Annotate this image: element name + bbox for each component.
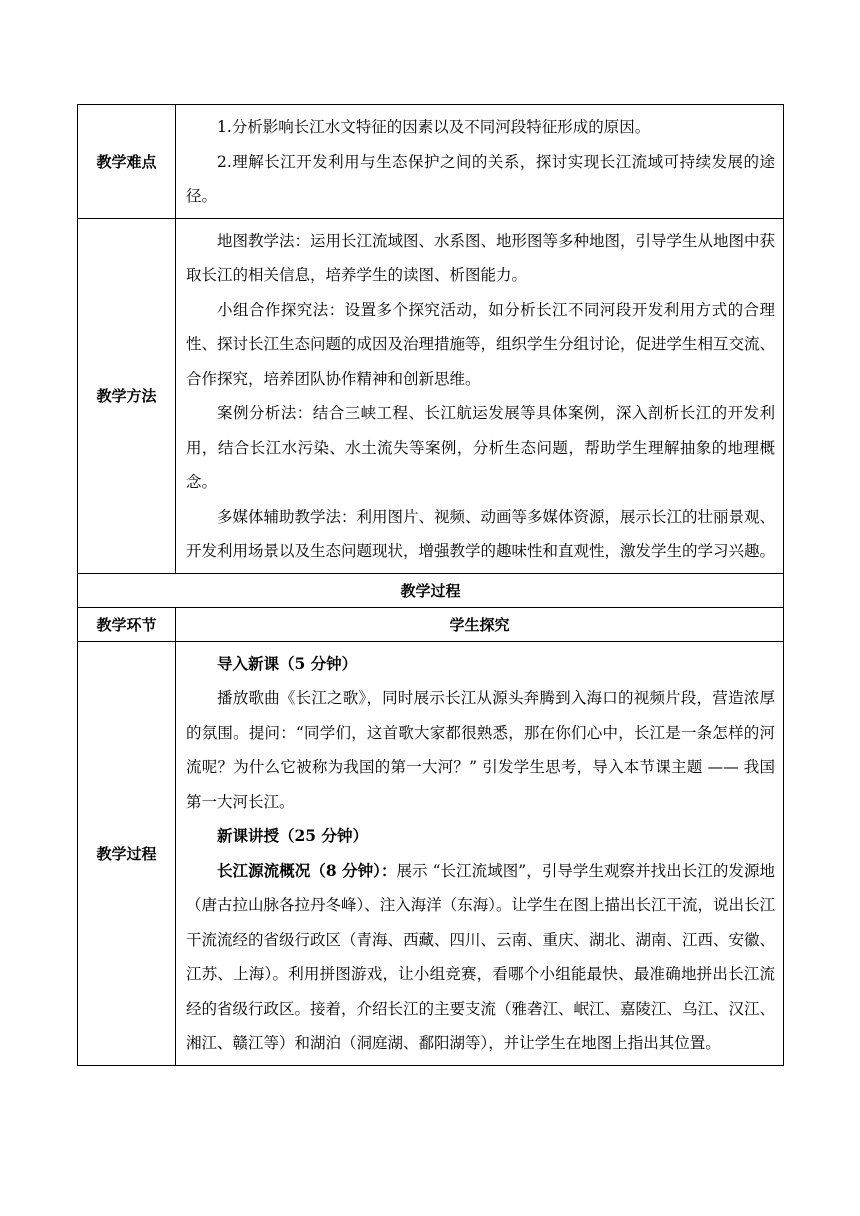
process-label: 教学过程 [78, 641, 176, 1065]
process-content [176, 641, 784, 1065]
method-case: 案例分析法：结合三峡工程、长江航运发展等具体案例，深入剖析长江的开发利用，结合长江水污染、水土流失等案例，分析生态问题，帮助学生理解抽象的地理概念。 [186, 404, 775, 491]
row-header [78, 607, 784, 641]
row-methods [78, 218, 784, 573]
header-stage: 教学环节 [78, 607, 176, 641]
difficulty-point-1: 1.分析影响长江水文特征的因素以及不同河段特征形成的原因。 [217, 118, 651, 136]
overview-lead: 长江源流概况（8 分钟）： [217, 860, 397, 880]
row-difficulty [78, 105, 784, 219]
intro-text: 播放歌曲《长江之歌》，同时展示长江从源头奔腾到入海口的视频片段，营造浓厚的氛围。提问：“同学们，这首歌大家都很熟悉，那在你们心中，长江是一条怎样的河流呢？为什么它被称为我国的第一大河？” 引发学生思考，导入本节课主题 —— 我国第一大河长江。 [186, 689, 775, 811]
overview-text: 展示 “长江流域图”，引导学生观察并找出长江的发源地（唐古拉山脉各拉丹冬峰）、注入海洋（东海）。让学生在图上描出长江干流，说出长江干流流经的省级行政区（青海、西藏、四川、云南、重庆、湖北、湖南、江西、安徽、江苏、上海）。利用拼图游戏，让小组竞赛，看哪个小组能最快、最准确地拼出长江流经的省级行政区。接着，介绍长江的主要支流（雅砻江、岷江、嘉陵江、乌江、汉江、湘江、赣江等）和湖泊（洞庭湖、鄱阳湖等），并让学生在地图上指出其位置。 [186, 861, 776, 1052]
methods-label: 教学方法 [78, 218, 176, 573]
method-multimedia: 多媒体辅助教学法：利用图片、视频、动画等多媒体资源，展示长江的壮丽景观、开发利用场景以及生态问题现状，增强教学的趣味性和直观性，激发学生的学习兴趣。 [186, 507, 776, 560]
method-map: 地图教学法：运用长江流域图、水系图、地形图等多种地图，引导学生从地图中获取长江的相关信息，培养学生的读图、析图能力。 [186, 231, 776, 284]
header-student-inquiry: 学生探究 [176, 607, 784, 641]
difficulty-content [176, 105, 784, 219]
row-section-title [78, 573, 784, 607]
difficulty-label: 教学难点 [78, 105, 176, 219]
method-group: 小组合作探究法：设置多个探究活动，如分析长江不同河段开发利用方式的合理性、探讨长江生态问题的成因及治理措施等，组织学生分组讨论，促进学生相互交流、合作探究，培养团队协作精神和创新思维。 [186, 300, 776, 388]
overview-paragraph [186, 854, 775, 1061]
intro-heading: 导入新课（5 分钟） [217, 653, 358, 673]
lesson-plan-table [77, 104, 784, 1066]
section-title: 教学过程 [78, 573, 784, 607]
methods-content [176, 218, 784, 573]
row-process [78, 641, 784, 1065]
difficulty-point-2: 2.理解长江开发利用与生态保护之间的关系，探讨实现长江流域可持续发展的途径。 [186, 152, 775, 205]
new-lesson-heading: 新课讲授（25 分钟） [217, 826, 368, 845]
